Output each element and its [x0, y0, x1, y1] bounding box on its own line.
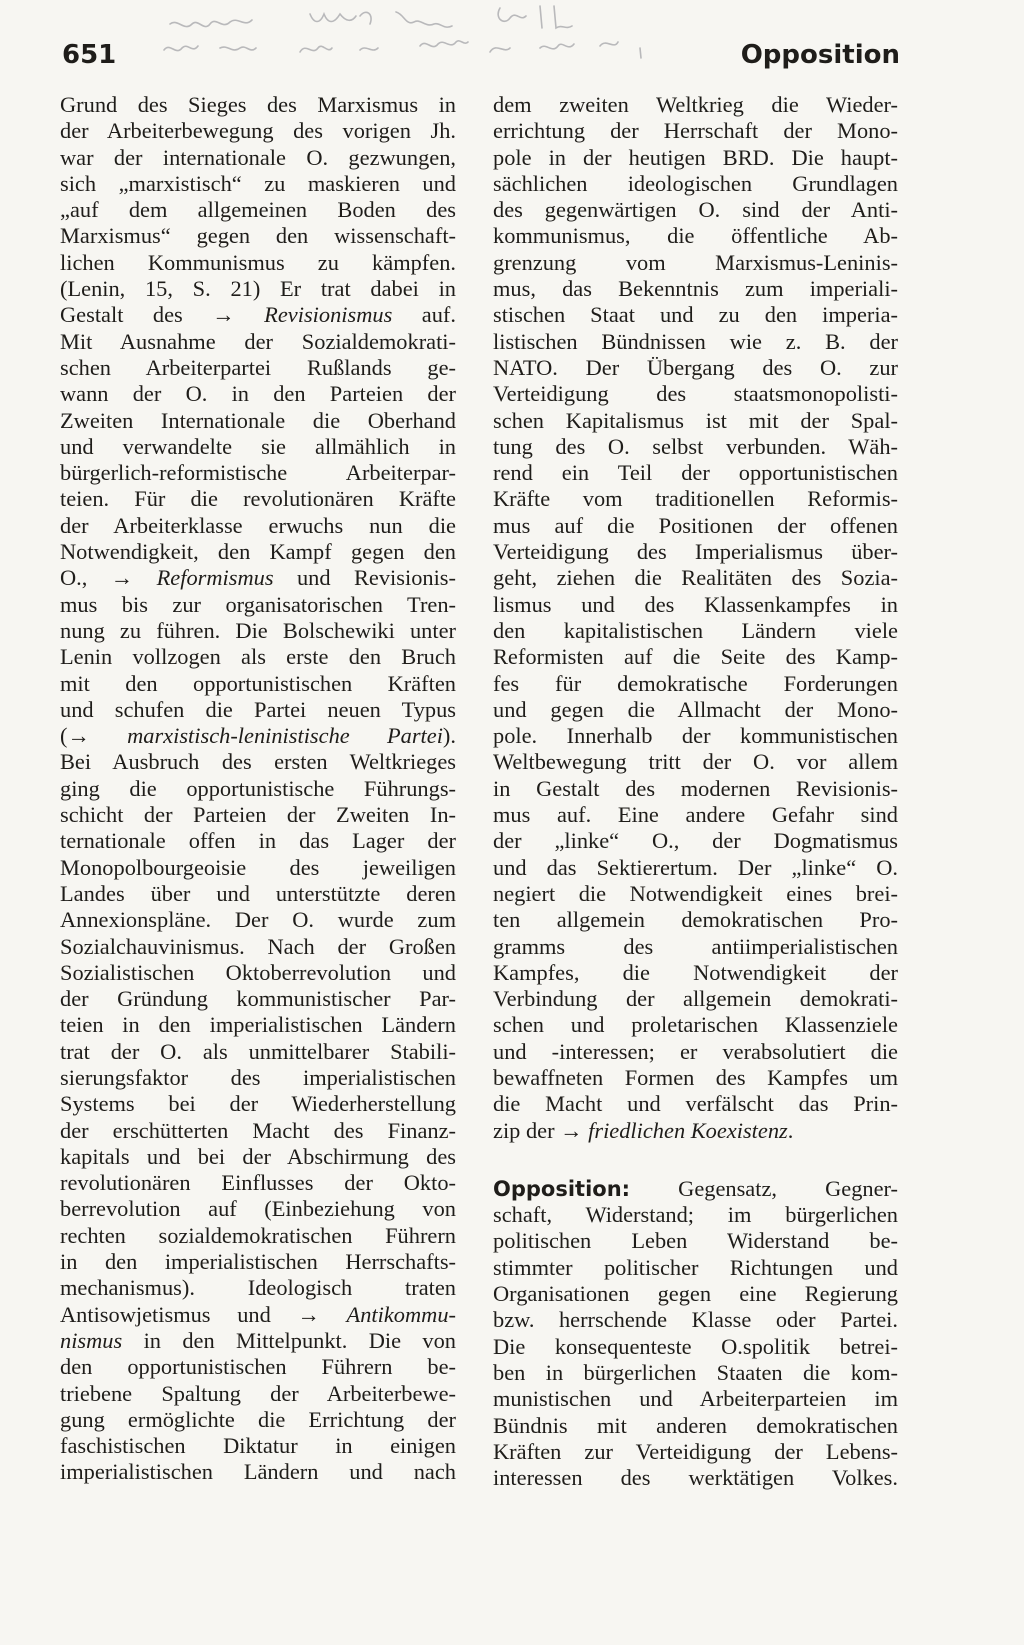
text-line: mus bis zur organisatorischen Tren- — [60, 591, 456, 617]
text-line: bürgerlich-reformistische Arbeiterpar- — [60, 460, 456, 486]
text-line: des gegenwärtigen O. sind der Anti- — [493, 197, 898, 223]
text-line: rechten sozialdemokratischen Führern — [60, 1222, 456, 1248]
text-line: imperialistischen Ländern und nach — [60, 1459, 456, 1485]
cross-reference-arrow-icon: → — [297, 1301, 320, 1327]
text-line: Notwendigkeit, den Kampf gegen den — [60, 539, 456, 565]
text-line: Mit Ausnahme der Sozialdemokrati- — [60, 328, 456, 354]
text-line: Kräfte vom traditionellen Reformis- — [493, 486, 898, 512]
text-line: dem zweiten Weltkrieg die Wieder- — [493, 92, 898, 117]
cross-reference-term: Antikommu- — [346, 1301, 456, 1327]
text-line: Reformisten auf die Seite des Kamp- — [493, 644, 898, 670]
text-line: der „linke“ O., der Dogmatismus — [493, 828, 898, 854]
text-line: ging die opportunistische Führungs- — [60, 775, 456, 801]
text-line: mus auf die Positionen der offenen — [493, 512, 898, 538]
text-line: Grund des Sieges des Marxismus in — [60, 92, 456, 117]
text-line: negiert die Notwendigkeit eines brei- — [493, 880, 898, 906]
cross-reference-arrow-icon: → — [110, 565, 134, 591]
text-line: in Gestalt des modernen Revisionis- — [493, 775, 898, 801]
text-line: nismus in den Mittelpunkt. Die von — [60, 1327, 456, 1353]
text-line: Monopolbourgeoisie des jeweiligen — [60, 854, 456, 880]
entry-text-line: politischen Leben Widerstand be- — [493, 1228, 898, 1254]
entry-text-line: Bündnis mit anderen demokratischen — [493, 1412, 898, 1438]
text-line: „auf dem allgemeinen Boden des — [60, 197, 456, 223]
text-line: den opportunistischen Führern be- — [60, 1354, 456, 1380]
entry-text-line: stimmter politischer Richtungen und — [493, 1254, 898, 1280]
text-line: der Arbeiterklasse erwuchs nun die — [60, 512, 456, 538]
text-line: und schufen die Partei neuen Typus — [60, 696, 456, 722]
cross-reference-term: marxistisch-leninistische Partei — [127, 723, 443, 749]
text-line: nung zu führen. Die Bolschewiki unter — [60, 617, 456, 643]
text-line: mechanismus). Ideologisch traten — [60, 1275, 456, 1301]
text-line: Verteidigung des Imperialismus über- — [493, 539, 898, 565]
text-line: tung des O. selbst verbunden. Wäh- — [493, 433, 898, 459]
text-line: kommunismus, die öffentliche Ab- — [493, 223, 898, 249]
entry-term: Opposition: — [493, 1176, 631, 1201]
text-line: Annexionspläne. Der O. wurde zum — [60, 907, 456, 933]
text-line: teien in den imperialistischen Ländern — [60, 1012, 456, 1038]
text-line: der Gründung kommunistischer Par- — [60, 986, 456, 1012]
text-line: Verteidigung des staatsmonopolisti- — [493, 381, 898, 407]
text-line: und -interessen; er verabsolutiert die — [493, 1038, 898, 1064]
entry-text-line: ben in bürgerlichen Staaten die kom- — [493, 1359, 898, 1385]
text-line: mus, das Bekenntnis zum imperiali- — [493, 276, 898, 302]
text-line: schen Kapitalismus ist mit der Spal- — [493, 407, 898, 433]
text-line: Kampfes, die Notwendigkeit der — [493, 959, 898, 985]
text-line: rend ein Teil der opportunistischen — [493, 460, 898, 486]
text-line: Sozialchauvinismus. Nach der Großen — [60, 933, 456, 959]
text-line: grenzung vom Marxismus-Leninis- — [493, 249, 898, 275]
text-line: lismus und des Klassenkampfes in — [493, 591, 898, 617]
text-line: Marxismus“ gegen den wissenschaft- — [60, 223, 456, 249]
entry-text-line: bzw. herrschende Klasse oder Partei. — [493, 1307, 898, 1333]
text-line: gramms des antiimperialistischen — [493, 933, 898, 959]
text-line: lichen Kommunismus zu kämpfen. — [60, 249, 456, 275]
text-line: zip der → friedlichen Koexistenz. — [493, 1117, 794, 1143]
text-line: Sozialistischen Oktoberrevolution und — [60, 959, 456, 985]
text-line: pole. Innerhalb der kommunistischen — [493, 723, 898, 749]
cross-reference-term: Revisionismus — [264, 302, 393, 328]
text-line: stischen Staat und zu den imperia- — [493, 302, 898, 328]
pencil-scribble-annotation — [160, 2, 720, 64]
text-line: wann der O. in den Parteien der — [60, 381, 456, 407]
text-line: NATO. Der Übergang des O. zur — [493, 354, 898, 380]
text-line: schen Arbeiterpartei Rußlands ge- — [60, 354, 456, 380]
text-line: berrevolution auf (Einbeziehung von — [60, 1196, 456, 1222]
text-line: geht, ziehen die Realitäten des Sozia- — [493, 565, 898, 591]
text-line: bewaffneten Formen des Kampfes um — [493, 1064, 898, 1090]
text-line: fes für demokratische Forderungen — [493, 670, 898, 696]
text-line: trat der O. als unmittelbarer Stabili- — [60, 1038, 456, 1064]
cross-reference-arrow-icon: → — [212, 302, 235, 328]
text-line: Weltbewegung tritt der O. vor allem — [493, 749, 898, 775]
text-line: faschistischen Diktatur in einigen — [60, 1433, 456, 1459]
running-head: Opposition — [740, 40, 900, 70]
left-column — [60, 92, 456, 1486]
text-line: revolutionären Einflusses der Okto- — [60, 1170, 456, 1196]
text-line: listischen Bündnissen wie z. B. der — [493, 328, 898, 354]
cross-reference-term: nismus — [60, 1327, 123, 1353]
cross-reference-arrow-icon: → — [560, 1117, 583, 1143]
text-line: ternationale offen in das Lager der — [60, 828, 456, 854]
dictionary-entry-opposition — [493, 1176, 898, 1492]
text-line: errichtung der Herrschaft der Mono- — [493, 118, 898, 144]
text-line: Antisowjetismus und → Antikommu- — [60, 1301, 456, 1327]
text-line: der Arbeiterbewegung des vorigen Jh. — [60, 118, 456, 144]
cross-reference-term: Reformismus — [156, 565, 274, 591]
text-line: kapitals und bei der Abschirmung des — [60, 1143, 456, 1169]
text-line: Zweiten Internationale die Oberhand — [60, 407, 456, 433]
text-line: und gegen die Allmacht der Mono- — [493, 696, 898, 722]
text-line: Bei Ausbruch des ersten Weltkrieges — [60, 749, 456, 775]
entry-text-line: Organisationen gegen eine Regierung — [493, 1281, 898, 1307]
text-line: mus auf. Eine andere Gefahr sind — [493, 802, 898, 828]
text-line: und das Sektierertum. Der „linke“ O. — [493, 854, 898, 880]
text-line: gung ermöglichte die Errichtung der — [60, 1406, 456, 1432]
text-line: Systems bei der Wiederherstellung — [60, 1091, 456, 1117]
entry-text-line: munistischen und Arbeiterparteien im — [493, 1386, 898, 1412]
text-line: mit den opportunistischen Kräften — [60, 670, 456, 696]
text-line: den kapitalistischen Ländern viele — [493, 617, 898, 643]
text-line: (Lenin, 15, S. 21) Er trat dabei in — [60, 276, 456, 302]
cross-reference-term: friedlichen Koexistenz — [588, 1117, 788, 1143]
page-number: 651 — [62, 40, 117, 70]
entry-text-line: schaft, Widerstand; im bürgerlichen — [493, 1202, 898, 1228]
text-line: Gestalt des → Revisionismus auf. — [60, 302, 456, 328]
text-line: und verwandelte sie allmählich in — [60, 433, 456, 459]
right-column — [493, 92, 898, 1491]
text-line: Landes über und unterstützte deren — [60, 880, 456, 906]
text-line: (→ marxistisch-leninistische Partei). — [60, 723, 456, 749]
text-line: Verbindung der allgemein demokrati- — [493, 986, 898, 1012]
cross-reference-arrow-icon: → — [67, 723, 90, 749]
text-line: ten allgemein demokratischen Pro- — [493, 907, 898, 933]
text-line: war der internationale O. gezwungen, — [60, 144, 456, 170]
entry-text-line: Kräften zur Verteidigung der Lebens- — [493, 1438, 898, 1464]
text-line: triebene Spaltung der Arbeiterbewe- — [60, 1380, 456, 1406]
text-line: pole in der heutigen BRD. Die haupt- — [493, 144, 898, 170]
text-line: in den imperialistischen Herrschafts- — [60, 1249, 456, 1275]
text-line: sierungsfaktor des imperialistischen — [60, 1064, 456, 1090]
text-line: sächlichen ideologischen Grundlagen — [493, 170, 898, 196]
text-line: die Macht und verfälscht das Prin- — [493, 1091, 898, 1117]
text-line: sich „marxistisch“ zu maskieren und — [60, 170, 456, 196]
text-line: schen und proletarischen Klassenziele — [493, 1012, 898, 1038]
text-line: der erschütterten Macht des Finanz- — [60, 1117, 456, 1143]
entry-text-line: Opposition: Gegensatz, Gegner- — [493, 1175, 898, 1201]
text-line: Lenin vollzogen als erste den Bruch — [60, 644, 456, 670]
text-line: teien. Für die revolutionären Kräfte — [60, 486, 456, 512]
right-column-continuation — [493, 92, 898, 1144]
entry-text-line: interessen des werktätigen Volkes. — [493, 1465, 898, 1491]
entry-spacer — [493, 1144, 898, 1176]
text-line: schicht der Parteien der Zweiten In- — [60, 802, 456, 828]
text-line: O., → Reformismus und Revisionis- — [60, 565, 456, 591]
entry-text-line: Die konsequenteste O.spolitik betrei- — [493, 1333, 898, 1359]
